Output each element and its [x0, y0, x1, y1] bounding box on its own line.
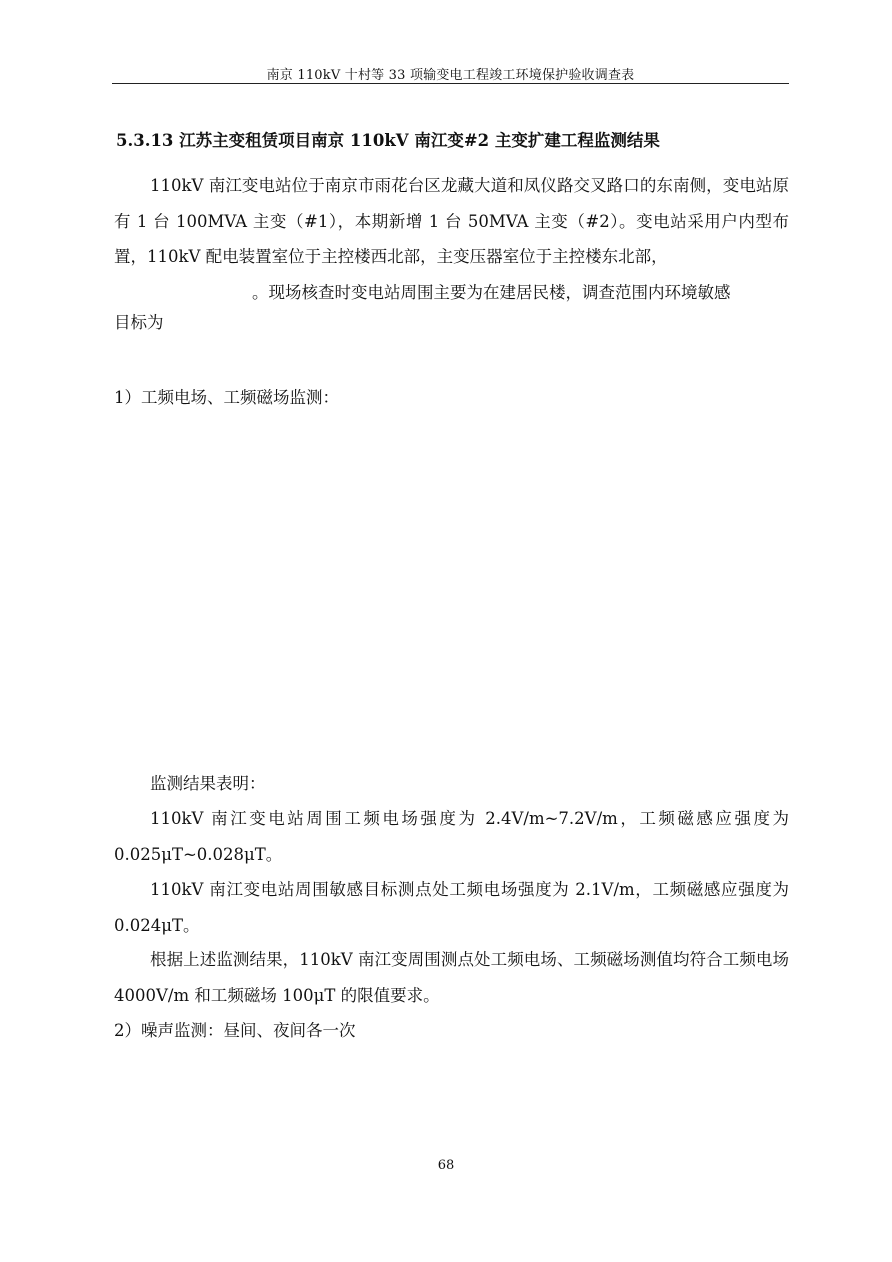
- intro-text-after-gap: 。现场核查时变电站周围主要为在建居民楼，调查范围内环境敏感: [252, 282, 731, 302]
- item1-label: 1）工频电场、工频磁场监测：: [114, 388, 339, 407]
- intro-text: 110kV 南江变电站位于南京市雨花台区龙藏大道和凤仪路交叉路口的东南侧，变电站原有 1 台 100MVA 主变（#1），本期新增 1 台 50MVA 主变（#2）。变电站采用户内型布置，110kV 配电装置室位于主控楼西北部，主变压器室位于主控楼东北部，: [114, 176, 789, 266]
- header-rule: [112, 83, 789, 84]
- running-header: 南京 110kV 十村等 33 项输变电工程竣工环境保护验收调查表: [266, 68, 635, 83]
- section-title: 5.3.13 江苏主变租赁项目南京 110kV 南江变#2 主变扩建工程监测结果: [116, 131, 660, 150]
- intro-paragraph: [114, 168, 789, 310]
- sensitive-target-line: 目标为: [114, 313, 164, 332]
- page-number: 68: [437, 1158, 455, 1173]
- result-paragraph: 110kV 南江变电站周围敏感目标测点处工频电场强度为 2.1V/m，工频磁感应强度为 0.024μT。: [114, 880, 789, 935]
- item2-label: 2）噪声监测：昼间、夜间各一次: [114, 1021, 356, 1040]
- conclusion-paragraph: 根据上述监测结果，110kV 南江变周围测点处工频电场、工频磁场测值均符合工频电场 4000V/m 和工频磁场 100μT 的限值要求。: [114, 950, 789, 1005]
- result-paragraph: 110kV 南江变电站周围工频电场强度为 2.4V/m~7.2V/m，工频磁感应强度为 0.025μT~0.028μT。: [114, 809, 789, 864]
- results-summary-label: 监测结果表明：: [150, 774, 266, 793]
